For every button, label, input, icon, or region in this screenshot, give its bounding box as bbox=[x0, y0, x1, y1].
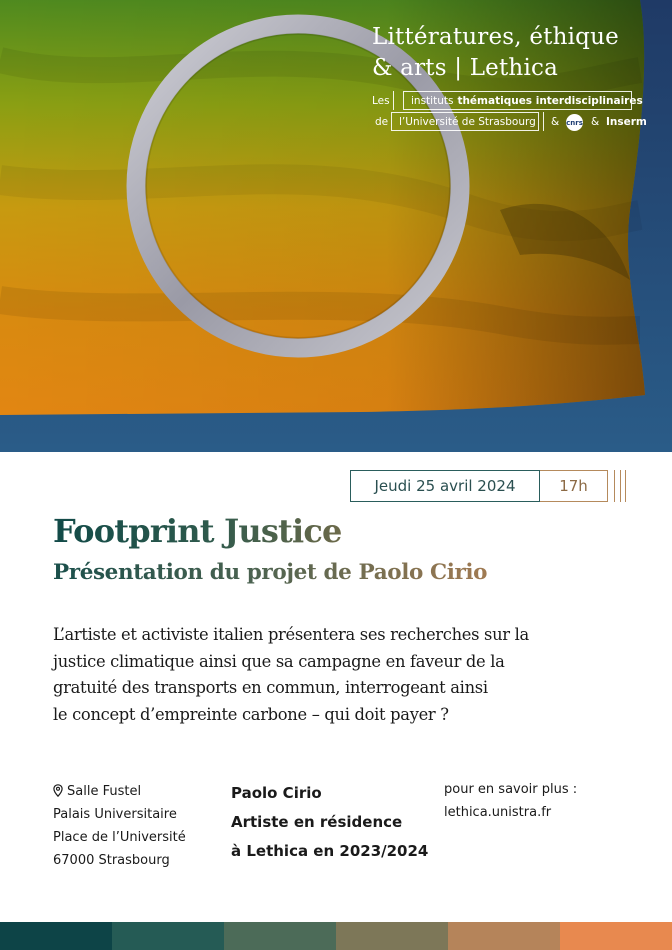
venue-line: 67000 Strasbourg bbox=[53, 853, 170, 868]
event-title: Footprint Justice bbox=[53, 512, 342, 550]
universite-box bbox=[391, 112, 539, 131]
artist-info bbox=[231, 779, 428, 866]
event-time bbox=[540, 470, 608, 502]
more-info bbox=[444, 778, 577, 824]
cnrs-logo bbox=[566, 114, 583, 131]
artist-line: à Lethica en 2023/2024 bbox=[231, 842, 429, 860]
instituts-prefix: instituts bbox=[411, 94, 454, 107]
venue-line bbox=[53, 780, 186, 803]
description-line: L’artiste et activiste italien présentera ses recherches sur la bbox=[53, 625, 529, 644]
event-time-text: 17h bbox=[559, 477, 588, 495]
brand-title-line2: & arts | Lethica bbox=[372, 55, 558, 81]
les-label: Les bbox=[372, 95, 390, 107]
divider bbox=[393, 91, 394, 110]
instituts-box bbox=[403, 91, 643, 110]
artist-line: Paolo Cirio bbox=[231, 784, 322, 802]
de-label: de bbox=[375, 116, 389, 128]
strip-segment bbox=[448, 922, 560, 950]
divider bbox=[620, 470, 621, 502]
hero-image bbox=[0, 0, 672, 452]
more-info-label: pour en savoir plus : bbox=[444, 782, 578, 797]
ampersand: & bbox=[551, 116, 560, 128]
inserm-logo: Inserm bbox=[606, 116, 647, 128]
venue-address bbox=[53, 780, 186, 872]
description-line: justice climatique ainsi que sa campagne en faveur de la bbox=[53, 651, 505, 671]
brand-title bbox=[372, 22, 662, 84]
strip-segment bbox=[112, 922, 224, 950]
color-strip bbox=[0, 922, 672, 950]
divider bbox=[625, 470, 626, 502]
venue-line: Place de l’Université bbox=[53, 830, 186, 845]
event-subtitle: Présentation du projet de Paolo Cirio bbox=[53, 560, 488, 585]
brand-title-line1: Littératures, éthique bbox=[372, 24, 619, 50]
description-line: gratuité des transports en commun, interrogeant ainsi bbox=[53, 678, 488, 697]
strip-segment bbox=[224, 922, 336, 950]
ampersand: & bbox=[591, 116, 600, 128]
description-line: le concept d’empreinte carbone – qui doit payer ? bbox=[53, 704, 449, 724]
divider bbox=[614, 470, 615, 502]
event-date-text: Jeudi 25 avril 2024 bbox=[374, 477, 516, 495]
website-link[interactable]: lethica.unistra.fr bbox=[444, 805, 552, 820]
event-date bbox=[350, 470, 540, 502]
map-pin-icon bbox=[53, 784, 63, 797]
event-description bbox=[53, 622, 613, 728]
instituts-bold: thématiques interdisciplinaires bbox=[457, 94, 643, 107]
strip-segment bbox=[560, 922, 672, 950]
universite-label: l’Université de Strasbourg bbox=[399, 115, 536, 128]
artist-line: Artiste en résidence bbox=[231, 813, 403, 831]
venue-line: Palais Universitaire bbox=[53, 807, 177, 822]
venue-name: Salle Fustel bbox=[67, 784, 142, 799]
cnrs-text: cnrs bbox=[566, 118, 583, 127]
strip-segment bbox=[0, 922, 112, 950]
divider bbox=[543, 112, 544, 131]
strip-segment bbox=[336, 922, 448, 950]
